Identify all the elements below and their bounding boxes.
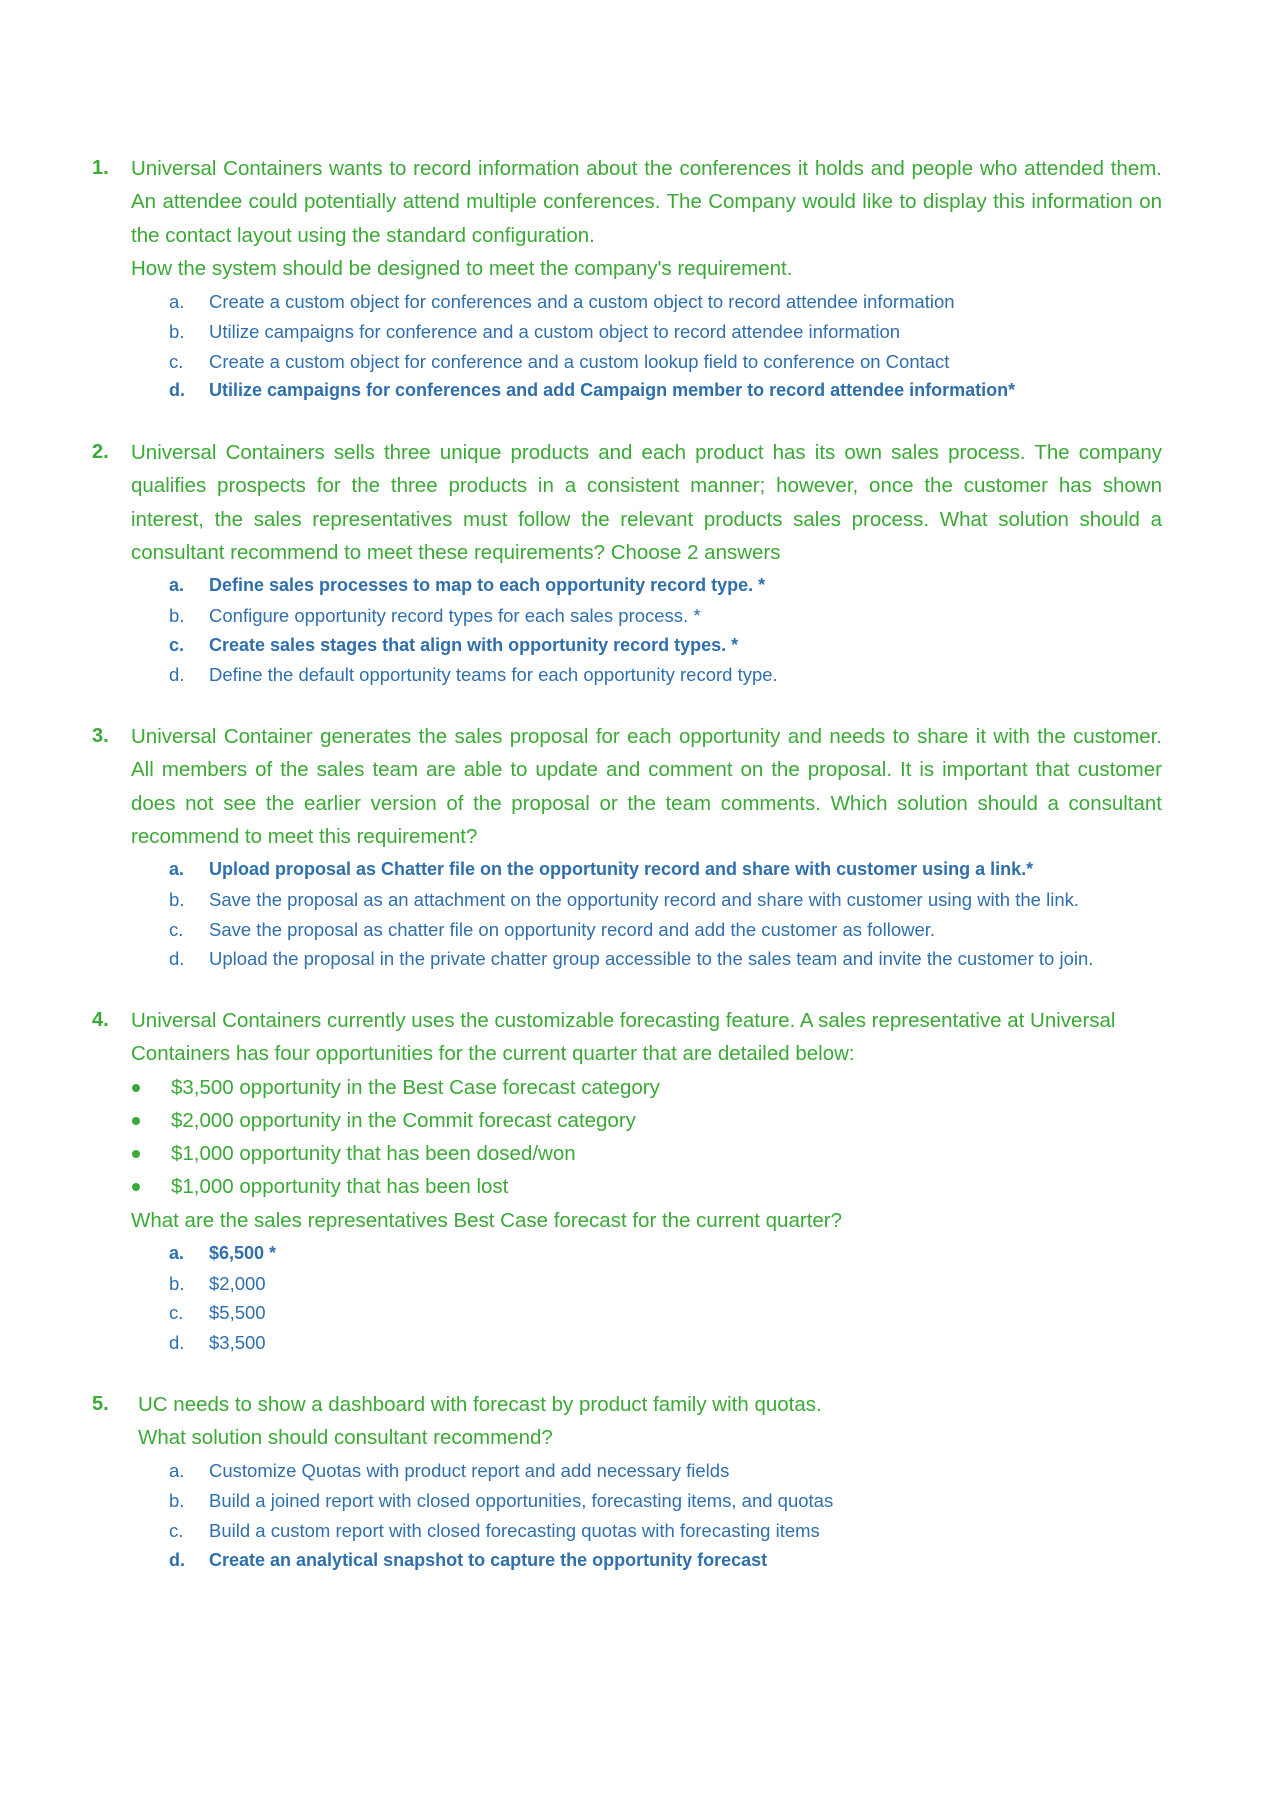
option-letter: a. [169,1243,185,1264]
question-prompt: What solution should consultant recommend? [138,1426,553,1450]
question-text: Universal Containers sells three unique products and each product has its own sales process. The company qualifies prospects for the three products in a consistent manner; however, once the customer has shown interest, the sales representatives must follow the relevant products sales process. What solution should a consultant recommend to meet these requirements? Choose 2 answers [131,441,1162,564]
option-b [92,601,1162,631]
option-c-correct [92,631,1162,661]
option-c [92,1298,1162,1328]
bullet-icon [132,1117,140,1125]
option-letter: a. [169,1460,185,1482]
option-letter: c. [169,918,184,940]
answer-options [92,855,1162,974]
option-d [92,660,1162,690]
bullet-icon [132,1084,140,1092]
question-2 [92,436,1162,690]
list-item [131,1170,1162,1203]
answer-options [92,571,1162,690]
bullet-text: $1,000 opportunity that has been lost [171,1175,509,1199]
question-number: 3. [92,725,109,747]
option-letter: b. [169,1272,185,1294]
option-b [92,1486,1162,1516]
option-text: Define sales processes to map to each opportunity record type. * [209,575,766,596]
list-item [131,1137,1162,1170]
option-letter: c. [169,634,185,655]
option-a [92,1456,1162,1486]
option-letter: d. [169,1332,185,1354]
question-text: Universal Containers currently uses the customizable forecasting feature. A sales representative at Universal Containers has four opportunities for the current quarter that are detailed below: [131,1009,1116,1066]
option-letter: b. [169,888,185,910]
option-text: Save the proposal as an attachment on the opportunity record and share with customer using with the link. [209,888,1079,910]
answer-options [92,287,1162,406]
option-letter: b. [169,604,185,626]
option-letter: d. [169,664,185,686]
option-text: Define the default opportunity teams for each opportunity record type. [209,664,778,686]
option-letter: d. [169,1549,185,1570]
question-text: Universal Container generates the sales proposal for each opportunity and needs to share it with the customer. All members of the sales team are able to update and comment on the proposal. It is important that customer does not see the earlier version of the proposal or the team comments. Which solution should a consultant recommend to meet this requirement? [131,725,1162,848]
option-c [92,915,1162,945]
question-list [92,152,1162,1605]
option-c [92,347,1162,377]
option-b [92,885,1162,915]
option-text: Build a custom report with closed forecasting quotas with forecasting items [209,1519,820,1541]
question-1 [92,152,1162,406]
bullet-text: $1,000 opportunity that has been dosed/won [171,1142,576,1166]
question-number: 5. [92,1392,109,1415]
option-letter: a. [169,575,185,596]
option-a-correct [92,1239,1162,1269]
question-prompt: What are the sales representatives Best Case forecast for the current quarter? [131,1208,843,1232]
question-number: 2. [92,441,109,463]
option-text: $6,500 * [209,1243,277,1264]
answer-options [92,1456,1162,1575]
option-letter: b. [169,320,185,342]
option-d [92,1328,1162,1358]
question-3 [92,720,1162,974]
option-letter: c. [169,1519,184,1541]
option-a-correct [92,571,1162,601]
question-4 [92,1004,1162,1358]
question-prompt: How the system should be designed to meet the company's requirement. [131,256,793,280]
option-letter: a. [169,291,185,313]
option-text: Customize Quotas with product report and add necessary fields [209,1460,730,1482]
option-d-correct [92,1546,1162,1576]
question-text: UC needs to show a dashboard with forecast by product family with quotas. [138,1392,822,1416]
bullet-icon [132,1183,140,1191]
option-c [92,1516,1162,1546]
question-number: 4. [92,1009,109,1031]
option-b [92,317,1162,347]
option-letter: c. [169,350,184,372]
opportunity-list [131,1071,1162,1204]
question-number: 1. [92,157,109,179]
answer-options [92,1239,1162,1358]
option-text: Upload proposal as Chatter file on the opportunity record and share with customer using a link.* [209,859,1034,880]
option-text: Save the proposal as chatter file on opportunity record and add the customer as follower. [209,918,936,940]
option-text: Create sales stages that align with opportunity record types. * [209,634,739,655]
option-text: Upload the proposal in the private chatter group accessible to the sales team and invite the customer to join. [209,948,1094,970]
question-5 [92,1388,1162,1575]
option-text: Utilize campaigns for conference and a custom object to record attendee information [209,320,901,342]
option-text: Utilize campaigns for conferences and add Campaign member to record attendee information* [209,380,1016,401]
option-text: $5,500 [209,1302,266,1324]
option-text: Create an analytical snapshot to capture the opportunity forecast [209,1549,768,1570]
option-b [92,1269,1162,1299]
option-a-correct [92,855,1162,885]
option-letter: a. [169,859,185,880]
list-item [131,1104,1162,1137]
option-d [92,944,1162,974]
option-a [92,287,1162,317]
option-letter: c. [169,1302,184,1324]
bullet-text: $3,500 opportunity in the Best Case forecast category [171,1075,660,1099]
option-letter: d. [169,380,185,401]
list-item [131,1071,1162,1104]
option-text: $3,500 [209,1332,266,1354]
bullet-icon [132,1150,140,1158]
option-letter: b. [169,1490,185,1512]
question-text: Universal Containers wants to record information about the conferences it holds and people who attended them. An attendee could potentially attend multiple conferences. The Company would like to display this information on the contact layout using the standard configuration. [131,157,1162,247]
option-text: Build a joined report with closed opportunities, forecasting items, and quotas [209,1490,834,1512]
option-d-correct [92,376,1162,406]
option-text: $2,000 [209,1272,266,1294]
option-text: Configure opportunity record types for each sales process. * [209,604,701,626]
bullet-text: $2,000 opportunity in the Commit forecast category [171,1108,636,1132]
option-text: Create a custom object for conferences and a custom object to record attendee information [209,291,955,313]
option-letter: d. [169,948,185,970]
option-text: Create a custom object for conference and a custom lookup field to conference on Contact [209,350,950,372]
